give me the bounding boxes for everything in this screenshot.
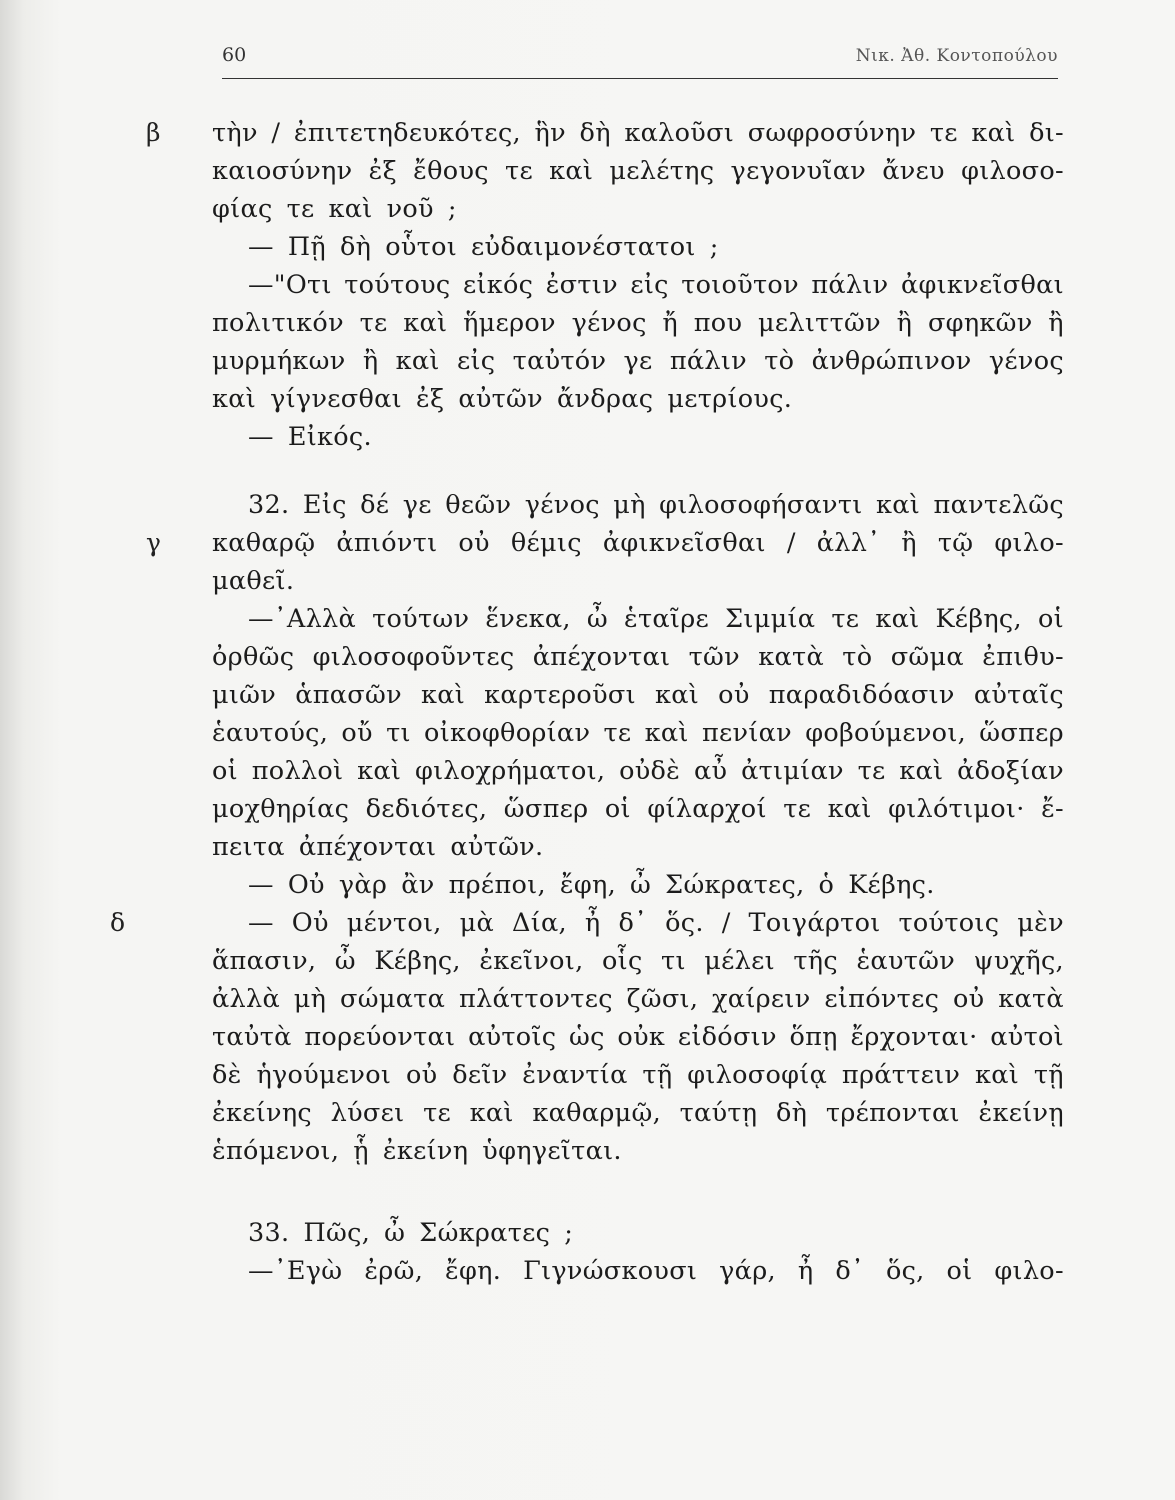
word: τοιοῦτον: [681, 270, 799, 300]
word: ἐπιθυ-: [982, 642, 1064, 672]
word: ἐκεῖνοι,: [479, 946, 584, 976]
word: καὶ: [328, 194, 373, 224]
word: ὥσπερ: [979, 718, 1064, 748]
word: θεῶν: [445, 490, 512, 520]
word: ὦ: [586, 604, 608, 634]
word: ὥσπερ: [503, 794, 589, 824]
word: οὐδὲ: [619, 756, 681, 786]
word: ἑπόμενοι,: [212, 1136, 340, 1166]
word: τε: [783, 794, 812, 824]
word: ἔφη,: [559, 870, 616, 900]
word: ἦ: [797, 1256, 814, 1286]
word: λύσει: [330, 1098, 405, 1128]
word: αὐτοὶ: [990, 1022, 1064, 1052]
margin-letter-gamma: γ: [146, 528, 162, 557]
text-line: [212, 676, 1064, 714]
word: Πῶς,: [303, 1218, 371, 1248]
text-line: [212, 266, 1064, 304]
text-line: [212, 228, 1064, 266]
word: μαθεῖ.: [212, 566, 295, 596]
word: δέ: [360, 490, 390, 520]
word: ἢ: [1048, 308, 1064, 338]
word: ἄνδρας: [556, 384, 654, 414]
word: Τοιγάρτοι: [748, 908, 881, 938]
word: καὶ: [875, 604, 920, 634]
text-line: [212, 190, 1064, 228]
word: 33.: [248, 1218, 290, 1248]
word: τε: [359, 308, 388, 338]
word: μελέτης: [609, 156, 715, 186]
word: τε: [929, 118, 958, 148]
word: σῶμα: [890, 642, 964, 672]
word: 32.: [248, 490, 290, 520]
word: κατὰ: [758, 642, 824, 672]
text-line: [212, 600, 1064, 638]
word: /: [786, 528, 796, 558]
text-line: [212, 1094, 1064, 1132]
word: τι: [661, 946, 686, 976]
word: ὅπῃ: [789, 1022, 838, 1052]
word: —"Οτι: [248, 270, 332, 300]
word: εἰπόντες: [824, 984, 940, 1014]
word: τῇ: [642, 1060, 673, 1090]
word: πειτα: [212, 832, 285, 862]
word: ἦ: [584, 908, 601, 938]
word: ὑφηγεῖται.: [482, 1136, 622, 1166]
word: αὐτῶν: [458, 384, 543, 414]
word: ὦ: [334, 946, 356, 976]
word: σώματα: [340, 984, 446, 1014]
word: καὶ: [421, 680, 466, 710]
word: εἰς: [457, 346, 496, 376]
word: γὰρ: [338, 870, 388, 900]
word: μιῶν: [212, 680, 277, 710]
word: ὅς.: [665, 908, 704, 938]
word: φοβούμενοι,: [805, 718, 967, 748]
margin-letter-delta: δ: [110, 908, 126, 937]
word: μὲν: [1017, 908, 1064, 938]
word: γε: [402, 490, 432, 520]
word: δὲ: [212, 1060, 242, 1090]
word: Κέβης.: [848, 870, 935, 900]
word: γένος: [571, 308, 647, 338]
word: ταὐτόν: [512, 346, 607, 376]
word: ταύτῃ: [679, 1098, 758, 1128]
word: δὴ: [339, 232, 372, 262]
word: αὐταῖς: [973, 680, 1064, 710]
word: ἐστιν: [545, 270, 618, 300]
word: καὶ: [403, 308, 448, 338]
text-line: [212, 1018, 1064, 1056]
word: Κέβης,: [935, 604, 1022, 634]
section-start-33: [212, 1214, 1064, 1252]
word: χαίρειν: [712, 984, 811, 1014]
word: πολλοὶ: [251, 756, 344, 786]
text-line: [212, 866, 1064, 904]
text-line: [212, 1132, 1064, 1170]
word: νοῦ: [386, 194, 434, 224]
word: οὗτοι: [385, 232, 458, 262]
word: φιλο-: [994, 528, 1064, 558]
word: ἄνευ: [882, 156, 945, 186]
word: ὦ: [630, 870, 652, 900]
word: πλάττοντες: [458, 984, 613, 1014]
word: μὴ: [613, 490, 646, 520]
word: ἐξ: [368, 156, 397, 186]
word: ἁπασῶν: [295, 680, 402, 710]
word: ἀνθρώπινον: [811, 346, 972, 376]
word: παραδιδόασιν: [768, 680, 955, 710]
word: δεῖν: [452, 1060, 508, 1090]
word: τούτους: [344, 270, 451, 300]
word: ἔρχονται·: [850, 1022, 978, 1052]
text-line: [212, 790, 1064, 828]
word: ὅς,: [885, 1256, 925, 1286]
word: δὴ: [579, 118, 611, 148]
word: τε: [831, 604, 860, 634]
word: σφηκῶν: [927, 308, 1033, 338]
word: γεγονυῖαν: [730, 156, 867, 186]
word: Κέβης,: [374, 946, 461, 976]
word: τῇ: [1033, 1060, 1064, 1090]
word: φιλοσο-: [961, 156, 1064, 186]
word: τι: [386, 718, 411, 748]
word: ἢ: [896, 308, 913, 338]
text-line: [212, 418, 1064, 456]
word: Εἰς: [302, 490, 347, 520]
word: καὶ: [469, 1098, 514, 1128]
word: ᾗ: [353, 1136, 369, 1166]
word: φιλοσοφίᾳ: [687, 1060, 828, 1090]
word: ἤ: [662, 308, 678, 338]
word: φίας: [212, 194, 273, 224]
word: ἐξ: [415, 384, 445, 414]
word: καὶ: [357, 756, 402, 786]
word: πολιτικόν: [212, 308, 344, 338]
word: τὴν: [212, 118, 258, 148]
word: τε: [423, 1098, 452, 1128]
word: οἰκοφθορίαν: [424, 718, 591, 748]
word: ;: [564, 1218, 574, 1248]
word: σωφροσύνην: [747, 118, 917, 148]
word: τὸ: [764, 346, 795, 376]
text-line: [212, 342, 1064, 380]
word: οἱ: [604, 794, 631, 824]
word: ἔθους: [413, 156, 489, 186]
text-line: [212, 1056, 1064, 1094]
word: οὐκ: [617, 1022, 666, 1052]
word: οἱ: [1037, 604, 1064, 634]
word: πρέποι,: [448, 870, 546, 900]
word: γένος: [524, 490, 600, 520]
word: ἕνεκα,: [485, 604, 571, 634]
running-head: Νικ. Ἀθ. Κοντοπούλου: [855, 46, 1058, 66]
word: ἐπιτετηδευκότες,: [293, 118, 521, 148]
word: μυρμήκων: [212, 346, 346, 376]
word: οἱ: [946, 1256, 973, 1286]
word: οὐ: [405, 1060, 438, 1090]
word: τε: [286, 194, 315, 224]
word: φιλο-: [994, 1256, 1064, 1286]
word: αὖ: [693, 756, 728, 786]
word: —: [248, 908, 274, 938]
word: —᾽Εγὼ: [248, 1256, 343, 1286]
word: τε: [857, 756, 886, 786]
word: τῷ: [937, 528, 974, 558]
word: ἂν: [401, 870, 435, 900]
word: ὡς: [569, 1022, 605, 1052]
word: εἰκός: [462, 270, 534, 300]
word: δεδιότες,: [365, 794, 488, 824]
word: ἀτιμίαν: [741, 756, 844, 786]
word: Πῇ: [287, 232, 326, 262]
word: δὴ: [776, 1098, 808, 1128]
word: Σιμμία: [725, 604, 816, 634]
word: καὶ: [975, 1060, 1020, 1090]
word: τούτων: [372, 604, 470, 634]
word: ταὐτὰ: [212, 1022, 292, 1052]
word: πενίαν: [701, 718, 792, 748]
word: μέλει: [704, 946, 775, 976]
page-header: [222, 44, 1058, 74]
word: εὐδαιμονέστατοι: [471, 232, 696, 262]
text-line: [212, 980, 1064, 1018]
word: τρέπονται: [825, 1098, 960, 1128]
word: καὶ: [876, 490, 921, 520]
word: ἣν: [534, 118, 566, 148]
word: ἐκείνῃ: [978, 1098, 1064, 1128]
word: οὐ: [718, 680, 750, 710]
word: μετρίους.: [667, 384, 793, 414]
word: μὰ: [459, 908, 495, 938]
word: αὐτῶν.: [450, 832, 544, 862]
word: καὶ: [655, 680, 700, 710]
word: ἀδοξίαν: [957, 756, 1064, 786]
word: γένος: [988, 346, 1064, 376]
word: πάλιν: [669, 346, 747, 376]
text-line: [212, 942, 1064, 980]
text-line: [212, 1252, 1064, 1290]
word: τούτοις: [898, 908, 1000, 938]
word: οἱ: [212, 756, 238, 786]
word: φιλοχρήματοι,: [414, 756, 606, 786]
word: οὐ: [458, 528, 490, 558]
word: ἥμερον: [463, 308, 556, 338]
word: καλοῦσι: [624, 118, 735, 148]
word: —᾽Αλλὰ: [248, 604, 357, 634]
word: —: [248, 232, 274, 262]
word: μοχθηρίας: [212, 794, 350, 824]
word: εἰδόσιν: [677, 1022, 777, 1052]
page-number: 60: [222, 44, 247, 66]
word: τῆς: [793, 946, 838, 976]
word: καὶ: [971, 118, 1016, 148]
word: φιλοσοφήσαντι: [659, 490, 863, 520]
word: /: [721, 908, 731, 938]
text-line: [212, 714, 1064, 752]
text-line: [212, 752, 1064, 790]
word: καιοσύνην: [212, 156, 353, 186]
word: καὶ: [827, 794, 872, 824]
word: Δία,: [512, 908, 567, 938]
word: γίγνεσθαι: [270, 384, 402, 414]
word: ἀλλὰ: [212, 984, 280, 1014]
word: ἐκείνη: [382, 1136, 469, 1166]
word: Σώκρατες: [419, 1218, 551, 1248]
word: καὶ: [899, 756, 944, 786]
word: θέμις: [510, 528, 582, 558]
word: καρτεροῦσι: [484, 680, 636, 710]
word: φιλότιμοι·: [888, 794, 1025, 824]
word: μελιττῶν: [758, 308, 881, 338]
text-line: [212, 638, 1064, 676]
word: ἢ: [901, 528, 917, 558]
text-line: [110, 904, 1064, 942]
word: ὀρθῶς: [212, 642, 295, 672]
word: καθαρῷ: [212, 528, 316, 558]
text-line: [212, 562, 1064, 600]
word: οἷς: [602, 946, 643, 976]
word: παντελῶς: [933, 490, 1064, 520]
word: ;: [709, 232, 719, 262]
word: που: [693, 308, 743, 338]
word: αὐτοῖς: [468, 1022, 557, 1052]
word: μὴ: [293, 984, 327, 1014]
word: φίλαρχοί: [647, 794, 767, 824]
word: ἀπέχονται: [298, 832, 437, 862]
text-line: [212, 380, 1064, 418]
text-line: [146, 524, 1064, 562]
word: ἐρῶ,: [364, 1256, 424, 1286]
word: Οὐ: [291, 908, 329, 938]
word: πάλιν: [811, 270, 889, 300]
word: ἅπασιν,: [212, 946, 317, 976]
word: ἑαυτῶν: [856, 946, 956, 976]
word: —: [248, 422, 274, 452]
word: ἔ-: [1041, 794, 1064, 824]
word: ἐκείνης: [212, 1098, 312, 1128]
word: /: [271, 118, 281, 148]
word: οὐ: [952, 984, 985, 1014]
header-rule: [222, 78, 1058, 79]
word: γε: [623, 346, 653, 376]
word: τε: [603, 718, 632, 748]
text-line: [212, 152, 1064, 190]
main-text: [110, 114, 1064, 1290]
word: ;: [447, 194, 457, 224]
word: καὶ: [212, 384, 257, 414]
word: μέντοι,: [346, 908, 442, 938]
text-line: [212, 828, 1064, 866]
word: καθαρμῷ,: [532, 1098, 661, 1128]
word: ὁ: [818, 870, 835, 900]
word: Σώκρατες,: [665, 870, 805, 900]
word: ἔφη.: [445, 1256, 502, 1286]
word: τε: [505, 156, 533, 186]
word: φιλοσοφοῦντες: [312, 642, 515, 672]
word: ἀλλ᾽: [816, 528, 881, 558]
word: πράττειν: [841, 1060, 961, 1090]
word: Εἰκός.: [287, 422, 372, 452]
word: ἑαυτούς,: [212, 718, 329, 748]
text-line: [212, 304, 1064, 342]
word: καὶ: [395, 346, 440, 376]
word: δι-: [1029, 118, 1064, 148]
word: καὶ: [549, 156, 594, 186]
word: ἀφικνεῖσθαι: [900, 270, 1064, 300]
word: γάρ,: [719, 1256, 776, 1286]
word: δ᾽: [835, 1256, 865, 1286]
word: ψυχῆς,: [973, 946, 1064, 976]
word: ἀφικνεῖσθαι: [602, 528, 766, 558]
word: ἀπιόντι: [336, 528, 438, 558]
word: ἡγούμενοι: [256, 1060, 392, 1090]
word: τὸ: [842, 642, 873, 672]
margin-letter-beta: β: [146, 118, 161, 147]
word: δ᾽: [618, 908, 648, 938]
word: Οὐ: [287, 870, 325, 900]
text-line: [146, 114, 1064, 152]
word: ὦ: [384, 1218, 406, 1248]
word: ἀπέχονται: [532, 642, 671, 672]
word: πορεύονται: [304, 1022, 456, 1052]
word: καὶ: [644, 718, 689, 748]
word: Γιγνώσκουσι: [523, 1256, 698, 1286]
word: τῶν: [688, 642, 740, 672]
word: ἐναντία: [522, 1060, 628, 1090]
word: ἑταῖρε: [624, 604, 710, 634]
word: κατὰ: [998, 984, 1064, 1014]
word: οὔ: [341, 718, 373, 748]
word: ἢ: [362, 346, 379, 376]
word: ζῶσι,: [626, 984, 699, 1014]
section-start-32: [212, 486, 1064, 524]
word: εἰς: [630, 270, 669, 300]
word: —: [248, 870, 274, 900]
